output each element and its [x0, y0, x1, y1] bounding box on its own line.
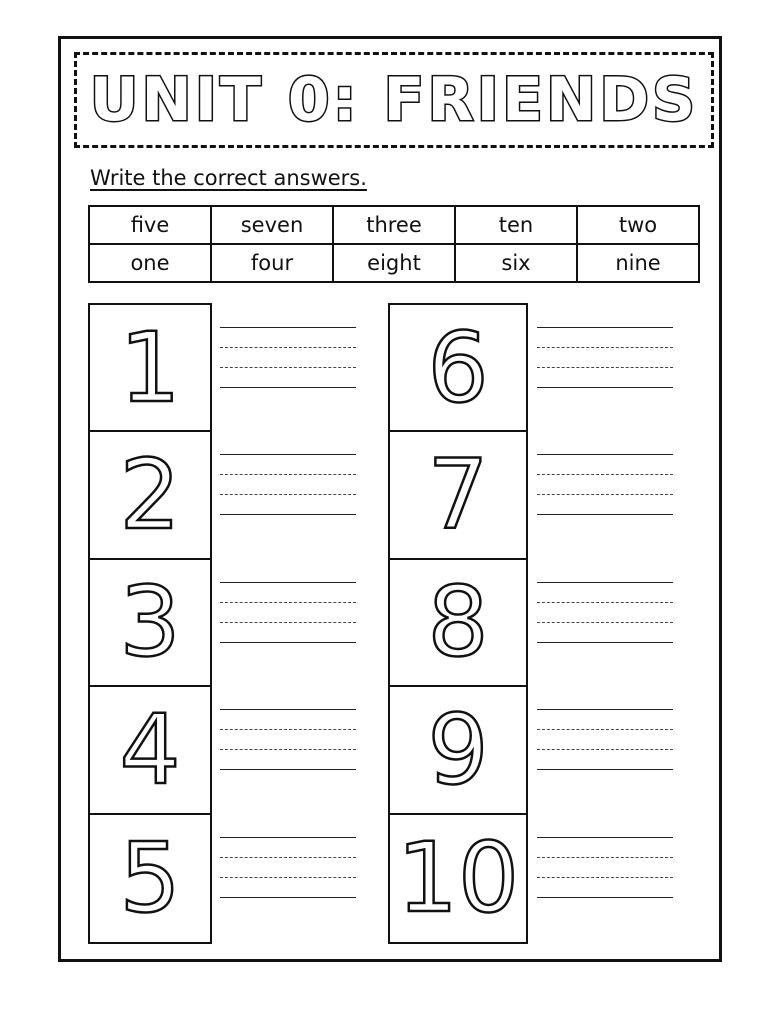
solid-guide-line: [220, 582, 356, 583]
solid-guide-line: [220, 454, 356, 455]
writing-lines[interactable]: [537, 454, 673, 522]
solid-guide-line: [220, 897, 356, 898]
solid-guide-line: [537, 454, 673, 455]
word-bank-cell: three: [333, 206, 455, 244]
number-digit: 5: [119, 822, 181, 935]
word-bank-row: [89, 206, 699, 244]
number-box: [90, 305, 210, 432]
number-column-left: [88, 303, 212, 944]
number-digit: 3: [119, 566, 181, 679]
dashed-guide-line: [537, 622, 673, 623]
number-box: [90, 815, 210, 942]
writing-lines[interactable]: [220, 454, 356, 522]
dashed-guide-line: [537, 347, 673, 348]
word-bank-cell: six: [455, 244, 577, 282]
dashed-guide-line: [537, 877, 673, 878]
dashed-guide-line: [220, 729, 356, 730]
writing-lines[interactable]: [537, 582, 673, 650]
dashed-guide-line: [537, 729, 673, 730]
instruction-text: Write the correct answers.: [90, 166, 367, 190]
solid-guide-line: [220, 514, 356, 515]
number-digit: 9: [427, 693, 489, 806]
number-digit: 4: [119, 693, 181, 806]
dashed-guide-line: [220, 602, 356, 603]
dashed-guide-line: [220, 474, 356, 475]
dashed-guide-line: [220, 749, 356, 750]
number-digit: 7: [427, 439, 489, 552]
dashed-guide-line: [220, 857, 356, 858]
number-digit: 8: [427, 566, 489, 679]
solid-guide-line: [220, 387, 356, 388]
writing-lines[interactable]: [537, 709, 673, 777]
writing-lines[interactable]: [537, 327, 673, 395]
number-box: [390, 687, 526, 814]
solid-guide-line: [537, 387, 673, 388]
solid-guide-line: [220, 769, 356, 770]
solid-guide-line: [537, 514, 673, 515]
solid-guide-line: [537, 709, 673, 710]
number-box: [90, 432, 210, 559]
solid-guide-line: [220, 327, 356, 328]
number-box: [390, 815, 526, 942]
number-box: [390, 432, 526, 559]
dashed-guide-line: [220, 367, 356, 368]
number-box: [390, 560, 526, 687]
writing-lines[interactable]: [220, 709, 356, 777]
dashed-guide-line: [537, 749, 673, 750]
page-title: UNIT 0: FRIENDS: [89, 65, 699, 135]
writing-lines[interactable]: [537, 837, 673, 905]
word-bank-row: [89, 244, 699, 282]
dashed-guide-line: [537, 857, 673, 858]
word-bank-cell: five: [89, 206, 211, 244]
dashed-guide-line: [537, 602, 673, 603]
number-box: [90, 687, 210, 814]
number-digit: 2: [119, 439, 181, 552]
title-banner: [74, 52, 714, 148]
number-digit: 1: [119, 311, 181, 424]
writing-lines[interactable]: [220, 327, 356, 395]
solid-guide-line: [537, 327, 673, 328]
word-bank-cell: two: [577, 206, 699, 244]
number-box: [90, 560, 210, 687]
dashed-guide-line: [220, 877, 356, 878]
number-box: [390, 305, 526, 432]
number-digit: 10: [396, 822, 520, 935]
dashed-guide-line: [220, 494, 356, 495]
dashed-guide-line: [537, 474, 673, 475]
solid-guide-line: [220, 709, 356, 710]
solid-guide-line: [537, 897, 673, 898]
dashed-guide-line: [220, 347, 356, 348]
word-bank-cell: nine: [577, 244, 699, 282]
solid-guide-line: [537, 837, 673, 838]
word-bank-cell: one: [89, 244, 211, 282]
word-bank-cell: eight: [333, 244, 455, 282]
word-bank-cell: four: [211, 244, 333, 282]
number-column-right: [388, 303, 528, 944]
writing-lines[interactable]: [220, 837, 356, 905]
writing-lines[interactable]: [220, 582, 356, 650]
solid-guide-line: [537, 769, 673, 770]
number-digit: 6: [427, 311, 489, 424]
word-bank-table: [88, 205, 700, 283]
solid-guide-line: [537, 582, 673, 583]
solid-guide-line: [220, 642, 356, 643]
dashed-guide-line: [537, 367, 673, 368]
word-bank-cell: ten: [455, 206, 577, 244]
solid-guide-line: [220, 837, 356, 838]
dashed-guide-line: [537, 494, 673, 495]
word-bank-cell: seven: [211, 206, 333, 244]
solid-guide-line: [537, 642, 673, 643]
dashed-guide-line: [220, 622, 356, 623]
